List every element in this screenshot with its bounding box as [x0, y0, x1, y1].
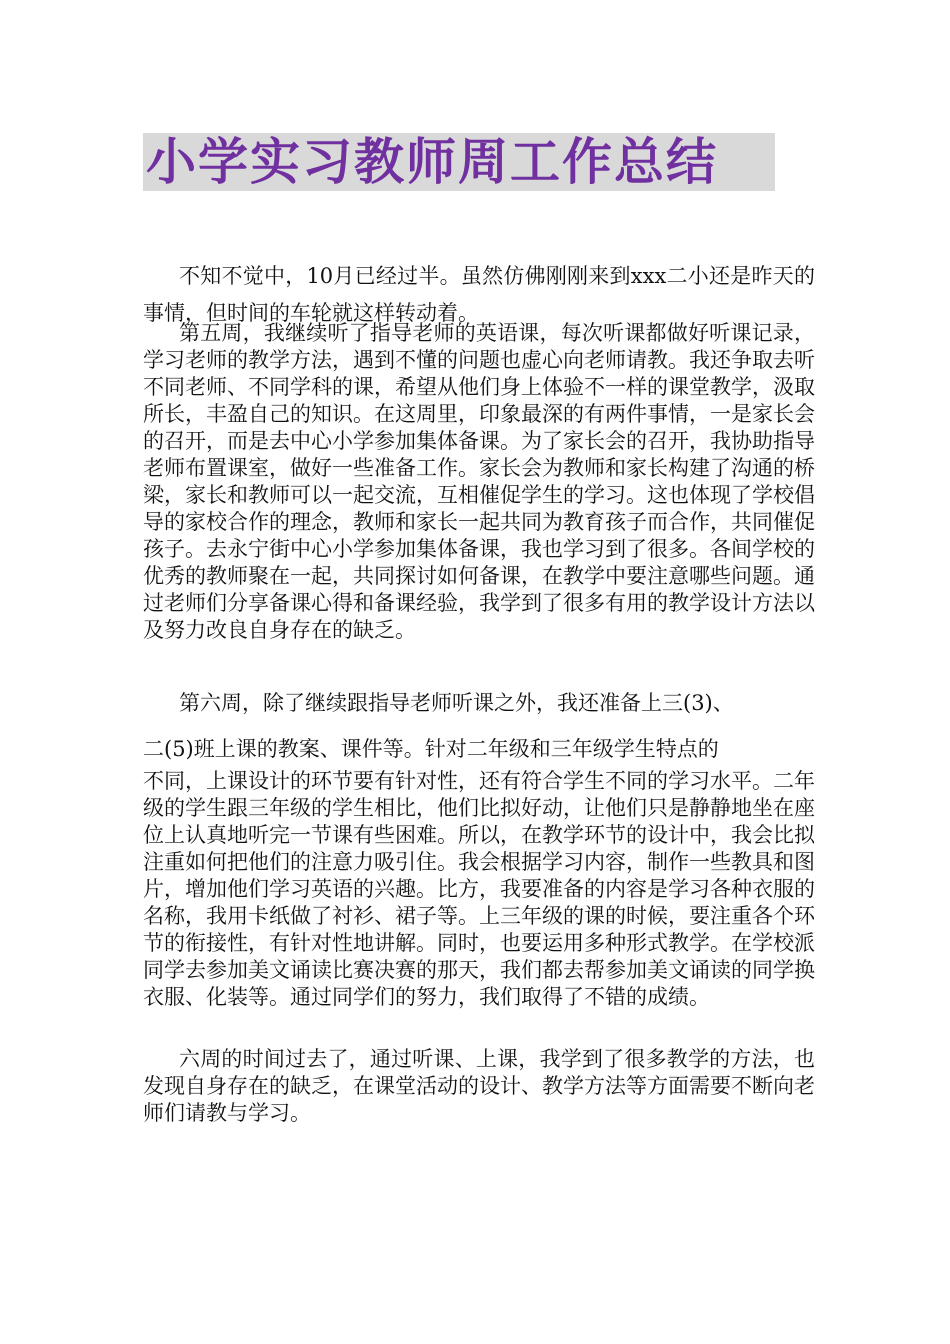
paragraph-week-six-body: 不同，上课设计的环节要有针对性，还有符合学生不同的学习水平。二年级的学生跟三年级的学生相比，他们比拟好动，让他们只是静静地坐在座位上认真地听完一节课有些困难。所以，在教学环节的设计中，我会比拟注重如何把他们的注意力吸引住。我会根据学习内容，制作一些教具和图片，增加他们学习英语的兴趣。比方，我要准备的内容是学习各种衣服的名称，我用卡纸做了衬衫、裙子等。上三年级的课的时候，要注重各个环节的衔接性，有针对性地讲解。同时，也要运用多种形式教学。在学校派同学去参加美文诵读比赛决赛的那天，我们都去帮参加美文诵读的同学换衣服、化装等。通过同学们的努力，我们取得了不错的成绩。: [143, 769, 815, 1009]
week-six-line-1: 第六周，除了继续跟指导老师听课之外，我还准备上三(3)、: [179, 691, 734, 715]
paragraph-conclusion: 六周的时间过去了，通过听课、上课，我学到了很多教学的方法，也发现自身存在的缺乏，在课堂活动的设计、教学方法等方面需要不断向老师们请教与学习。: [143, 1047, 815, 1125]
paragraph-week-six-opening: [143, 684, 815, 768]
paragraph-intro: 不知不觉中，10月已经过半。虽然仿佛刚刚来到xxx二小还是昨天的事情，但时间的车轮就这样转动着。: [143, 264, 815, 325]
document-title: 小学实习教师周工作总结: [146, 133, 718, 191]
week-six-line-2: 二(5)班上课的教案、课件等。针对二年级和三年级学生特点的: [143, 737, 719, 761]
paragraph-week-five: 第五周，我继续听了指导老师的英语课，每次听课都做好听课记录，学习老师的教学方法，遇到不懂的问题也虚心向老师请教。我还争取去听不同老师、不同学科的课，希望从他们身上体验不一样的课堂教学，汲取所长，丰盈自己的知识。在这周里，印象最深的有两件事情，一是家长会的召开，而是去中心小学参加集体备课。为了家长会的召开，我协助指导老师布置课室，做好一些准备工作。家长会为教师和家长构建了沟通的桥梁，家长和教师可以一起交流，互相催促学生的学习。这也体现了学校倡导的家校合作的理念，教师和家长一起共同为教育孩子而合作，共同催促孩子。去永宁街中心小学参加集体备课，我也学习到了很多。各间学校的优秀的教师聚在一起，共同探讨如何备课，在教学中要注意哪些问题。通过老师们分享备课心得和备课经验，我学到了很多有用的教学设计方法以及努力改良自身存在的缺乏。: [143, 321, 815, 642]
